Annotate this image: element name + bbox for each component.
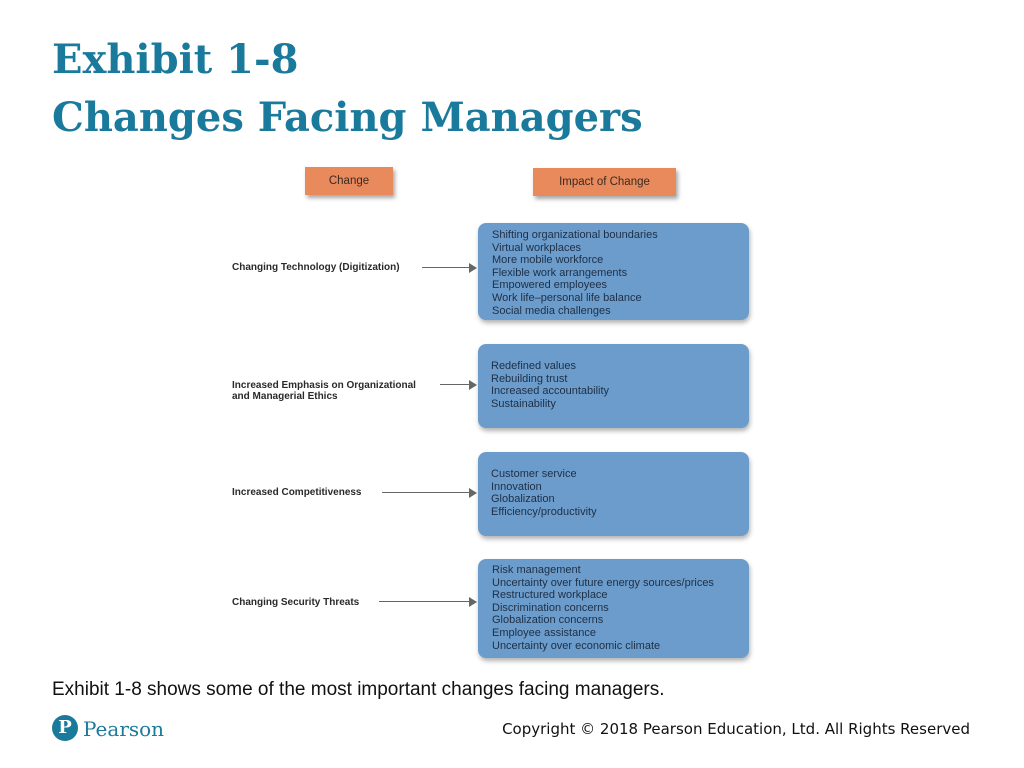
impact-item: More mobile workforce — [492, 254, 604, 267]
change-header: Change — [305, 167, 393, 195]
impact-item: Globalization concerns — [492, 614, 604, 627]
impact-item: Social media challenges — [492, 304, 611, 317]
exhibit-number: Exhibit 1-8 — [52, 36, 299, 83]
impact-header: Impact of Change — [533, 168, 676, 196]
impact-box-competitiveness — [478, 452, 749, 536]
impact-item: Uncertainty over economic climate — [492, 639, 661, 652]
impact-item: Empowered employees — [492, 279, 607, 292]
impact-item: Efficiency/productivity — [491, 505, 597, 518]
impact-item: Rebuilding trust — [491, 372, 568, 385]
impact-item: Sustainability — [491, 397, 556, 410]
impact-item: Work life–personal life balance — [492, 291, 642, 304]
pearson-logo-text: Pearson — [83, 717, 165, 741]
impact-item: Flexible work arrangements — [492, 266, 628, 279]
change-label-technology: Changing Technology (Digitization) — [232, 262, 400, 273]
change-label-ethics — [232, 380, 416, 402]
arrow-connector — [379, 597, 477, 607]
impact-item: Customer service — [491, 468, 577, 480]
arrow-connector — [440, 380, 477, 390]
impact-item: Shifting organizational boundaries — [492, 229, 658, 241]
impact-item: Virtual workplaces — [492, 241, 582, 254]
impact-item: Restructured workplace — [492, 589, 608, 602]
impact-box-technology — [478, 223, 749, 320]
arrow-connector — [422, 263, 477, 273]
impact-item: Redefined values — [491, 360, 577, 372]
change-label-line: Increased Emphasis on Organizational — [232, 380, 416, 391]
arrow-connector — [382, 488, 477, 498]
impact-item: Employee assistance — [492, 626, 596, 639]
impact-box-ethics — [478, 344, 749, 428]
impact-box-security — [478, 559, 749, 658]
impact-item: Discrimination concerns — [492, 601, 609, 614]
change-label-line: and Managerial Ethics — [232, 391, 338, 402]
impact-item: Globalization — [491, 493, 555, 506]
change-label-competitiveness: Increased Competitiveness — [232, 487, 362, 498]
impact-item: Uncertainty over future energy sources/prices — [492, 576, 714, 589]
impact-item: Risk management — [492, 564, 581, 576]
caption: Exhibit 1-8 shows some of the most important changes facing managers. — [52, 679, 665, 700]
impact-item: Increased accountability — [491, 385, 610, 398]
change-label-security: Changing Security Threats — [232, 597, 360, 608]
pearson-logo-icon: P — [52, 715, 78, 741]
page-title: Changes Facing Managers — [52, 94, 643, 141]
impact-item: Innovation — [491, 480, 542, 493]
copyright-notice: Copyright © 2018 Pearson Education, Ltd. All Rights Reserved — [502, 720, 970, 738]
